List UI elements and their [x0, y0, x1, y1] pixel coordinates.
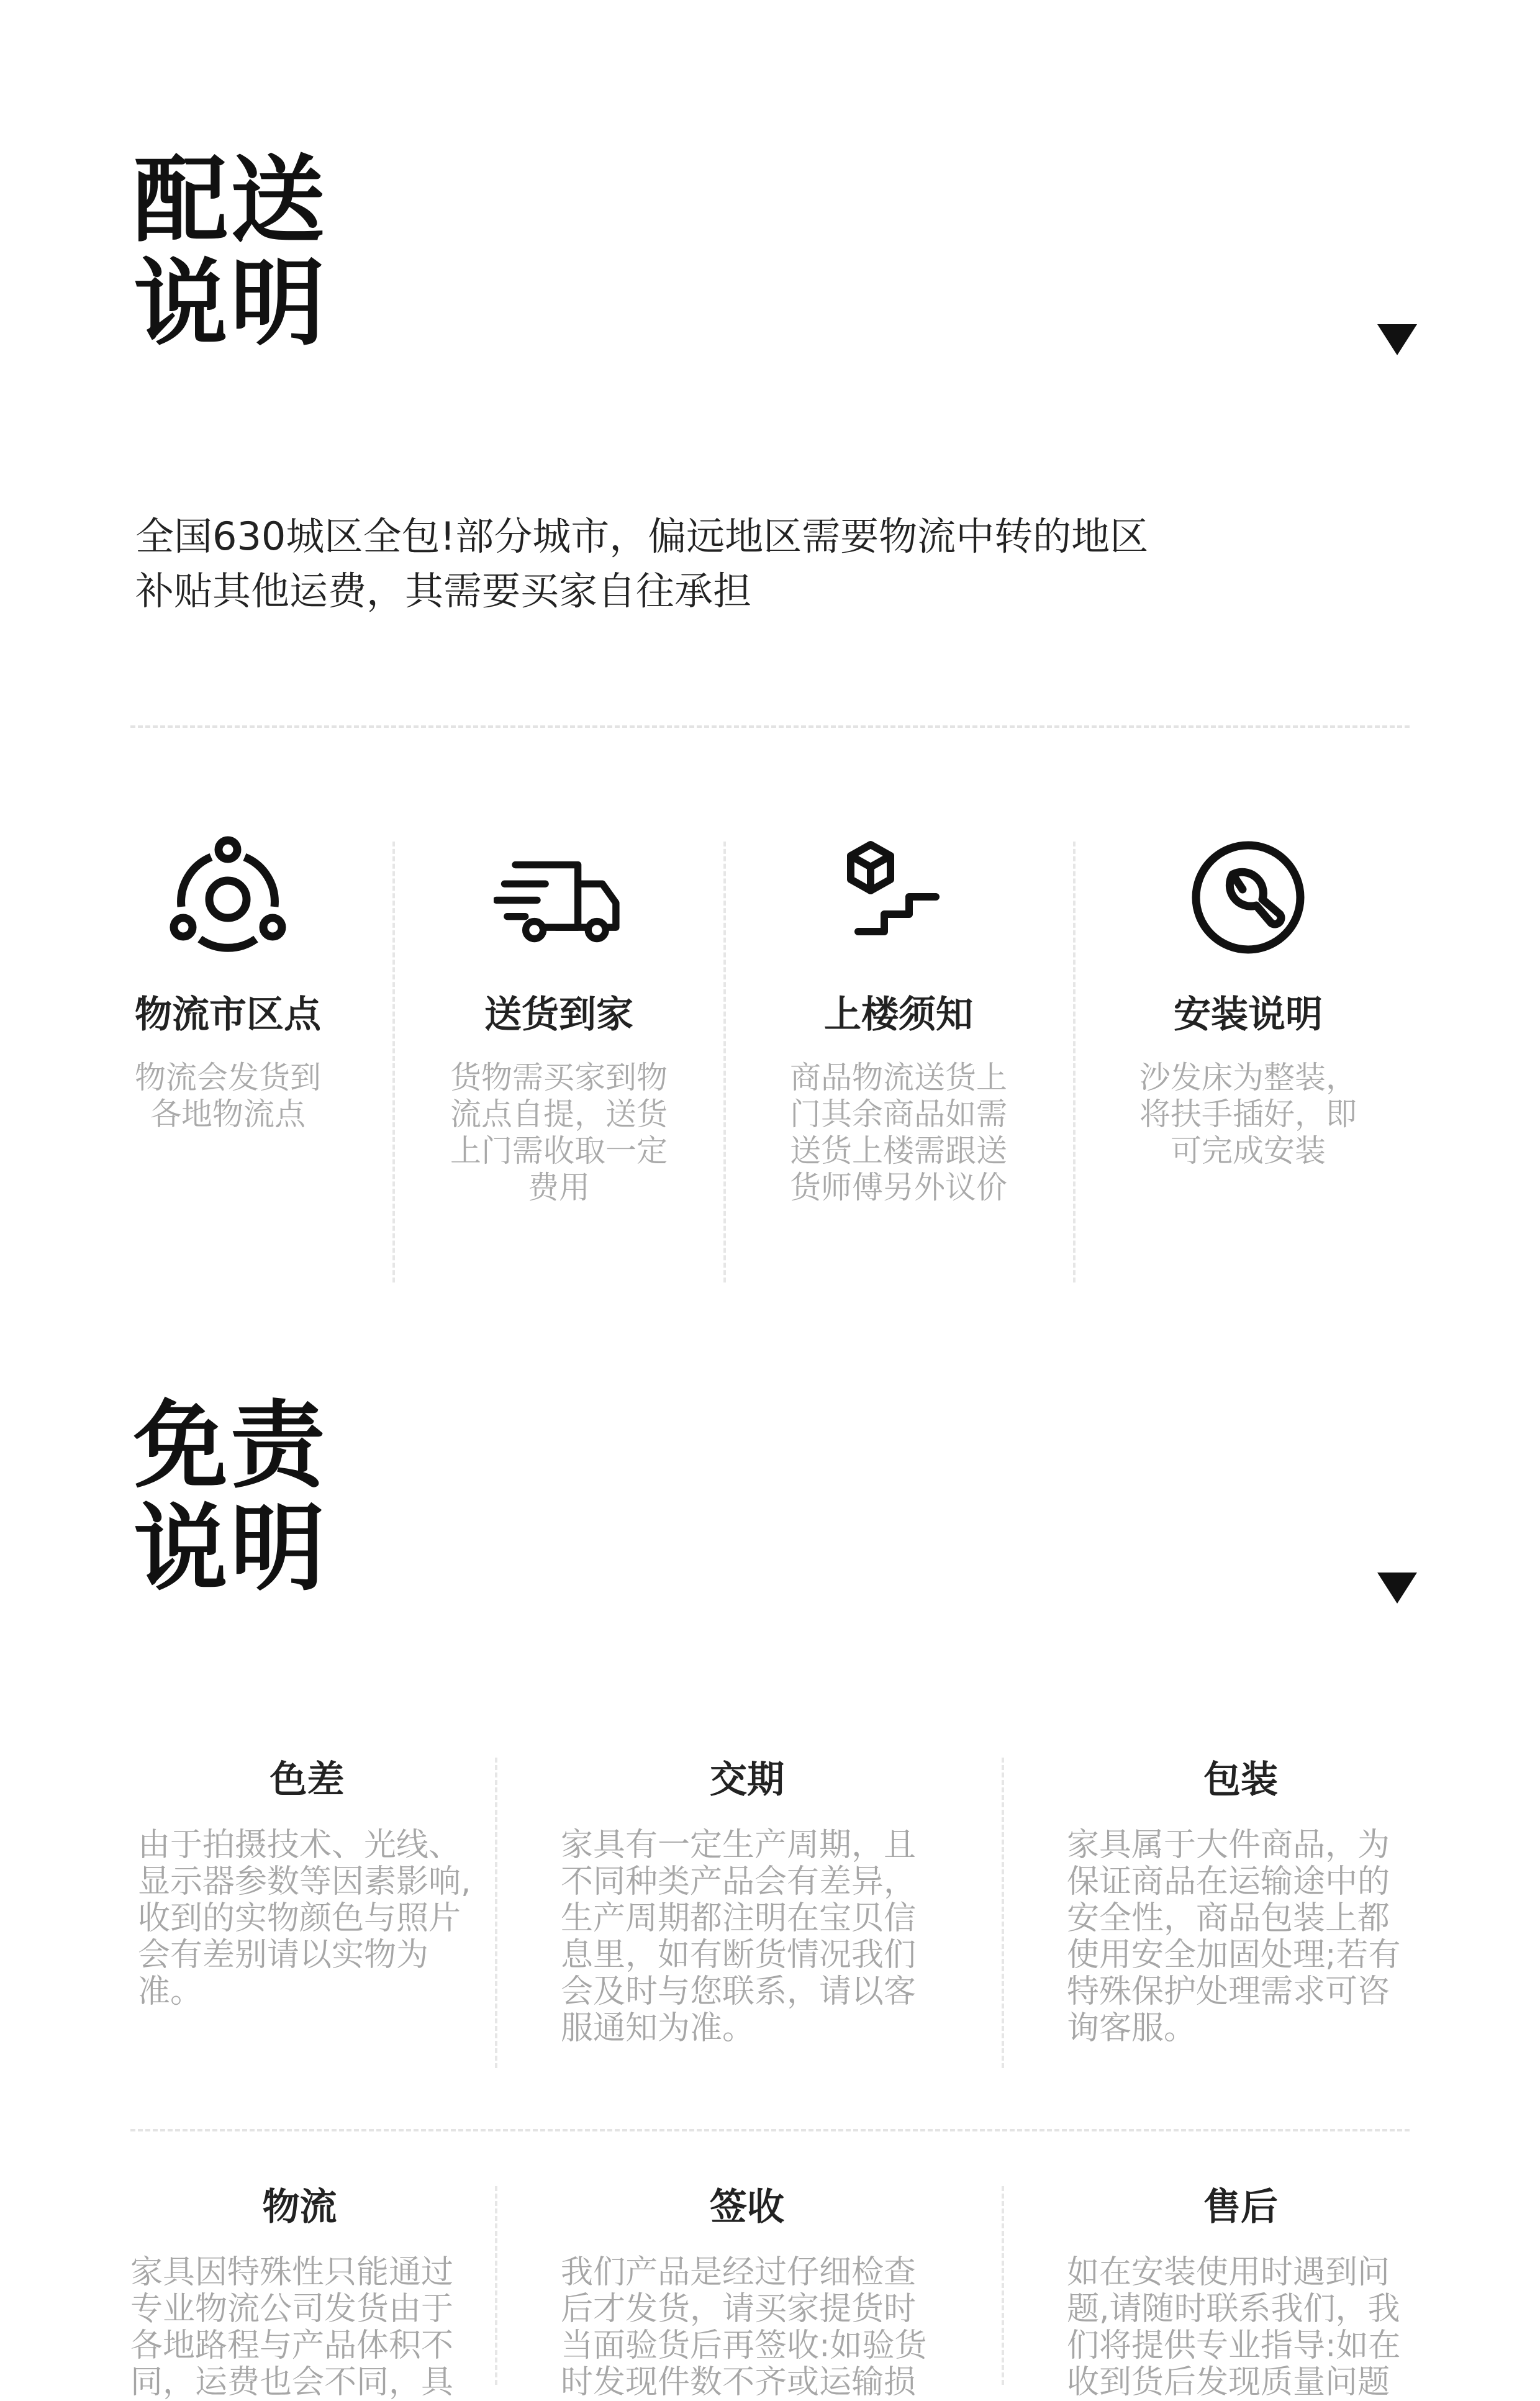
item-title: 签收 [710, 2185, 784, 2229]
column-divider [392, 842, 395, 1282]
item-desc: 家具有一定生产周期，且不同种类产品会有差异，生产周期都注明在宝贝信息里，如有断货情况我们会及时与您联系，请以客服通知为准。 [561, 1827, 917, 2047]
collapse-arrow-icon[interactable] [1377, 1573, 1417, 1604]
delivery-truck-icon [494, 832, 624, 963]
service-logistics-point [97, 832, 358, 1133]
item-desc: 由于拍摄技术、光线、显示器参数等因素影响,收到的实物颜色与照片会有差别请以实物为准。 [138, 1827, 471, 2010]
divider [130, 2129, 1410, 2131]
disclaimer-item-packaging [1067, 1758, 1415, 2047]
service-desc: 商品物流送货上门其余商品如需送货上楼需跟送货师傅另外议价 [790, 1060, 1007, 1205]
delivery-title-line2: 说明 [134, 248, 327, 358]
service-upstairs [768, 832, 1029, 1206]
delivery-intro-line1: 全国630城区全包!部分城市，偏远地区需要物流中转的地区 [135, 514, 1149, 559]
column-divider [723, 842, 726, 1282]
delivery-intro [135, 509, 1241, 619]
item-title: 物流 [262, 2185, 337, 2229]
disclaimer-item-logistics [130, 2185, 469, 2401]
box-stairs-icon [833, 832, 964, 963]
disclaimer-item-delivery-time [561, 1758, 933, 2047]
column-divider [495, 2186, 497, 2385]
item-desc: 家具因特殊性只能通过专业物流公司发货由于各地路程与产品体积不同，运费也会不同，具 [130, 2254, 454, 2401]
item-desc: 如在安装使用时遇到问题,请随时联系我们，我们将提供专业指导:如在收到货后发现质量问题 [1067, 2254, 1401, 2401]
item-title: 售后 [1203, 2185, 1278, 2229]
service-title: 安装说明 [1174, 993, 1323, 1037]
column-divider [1002, 2186, 1004, 2385]
column-divider [1002, 1758, 1004, 2068]
wrench-icon [1183, 832, 1313, 963]
disclaimer-title-line1: 免责 [134, 1391, 327, 1500]
service-installation [1118, 832, 1379, 1169]
service-title: 上楼须知 [824, 993, 973, 1037]
collapse-arrow-icon[interactable] [1377, 324, 1417, 355]
delivery-intro-line2: 补贴其他运费，其需要买家自往承担 [135, 568, 752, 614]
item-desc: 家具属于大件商品，为保证商品在运输途中的安全性，商品包装上都使用安全加固处理;若有特殊保护处理需求可咨询客服。 [1067, 1827, 1401, 2047]
column-divider [1073, 842, 1076, 1282]
item-title: 包装 [1203, 1758, 1278, 1802]
item-title: 交期 [710, 1758, 784, 1802]
column-divider [495, 1758, 497, 2068]
disclaimer-item-signing [561, 2185, 933, 2401]
service-title: 物流市区点 [135, 993, 321, 1037]
service-desc: 货物需买家到物流点自提，送货上门需收取一定费用 [450, 1060, 668, 1205]
divider [130, 725, 1410, 728]
disclaimer-item-after-sales [1067, 2185, 1415, 2401]
disclaimer-title-line2: 说明 [134, 1494, 327, 1604]
network-nodes-icon [163, 832, 293, 963]
disclaimer-item-color [138, 1758, 476, 2010]
service-desc: 沙发床为整装，将扶手插好，即可完成安装 [1139, 1060, 1357, 1169]
service-home-delivery [428, 832, 689, 1206]
delivery-title-line1: 配送 [134, 145, 327, 255]
service-desc: 物流会发货到各地物流点 [135, 1060, 321, 1132]
item-title: 色差 [270, 1758, 345, 1802]
item-desc: 我们产品是经过仔细检查后才发货，请买家提货时当面验货后再签收:如验货时发现件数不齐或运输损 [561, 2254, 927, 2401]
service-title: 送货到家 [484, 993, 633, 1037]
